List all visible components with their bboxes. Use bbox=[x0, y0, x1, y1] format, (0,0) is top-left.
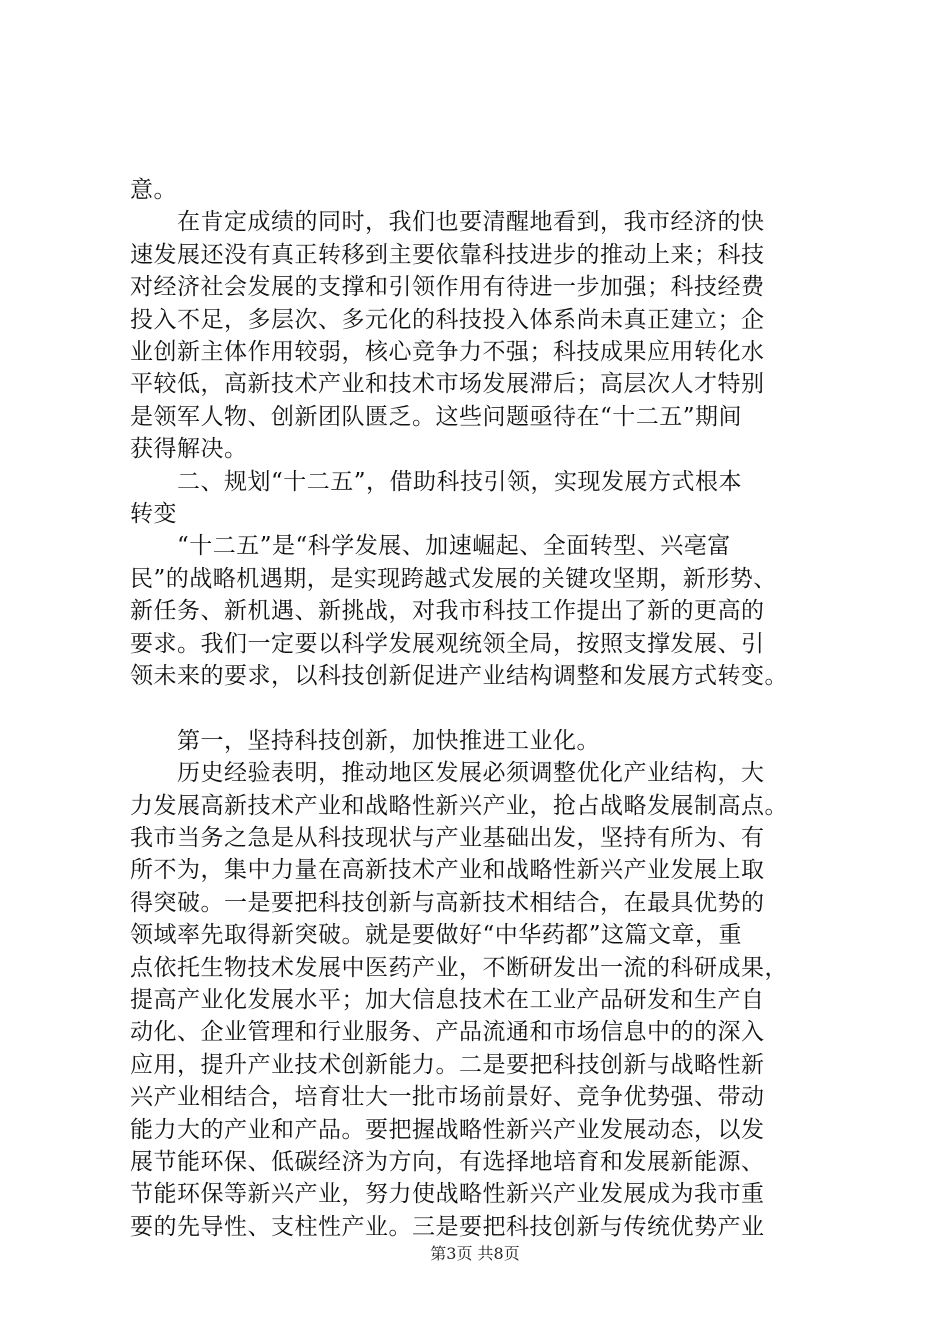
text-line: 兴产业相结合，培育壮大一批市场前景好、竞争优势强、带动 bbox=[130, 1084, 765, 1111]
text-line: 民”的战略机遇期，是实现跨越式发展的关键攻坚期，新形势、 bbox=[130, 565, 777, 592]
text-line: 领域率先取得新突破。就是要做好“中华药都”这篇文章，重 bbox=[130, 922, 743, 949]
text-line: 提高产业化发展水平；加大信息技术在工业产品研发和生产自 bbox=[130, 987, 765, 1013]
text-line: 在肯定成绩的同时，我们也要清醒地看到，我市经济的快 bbox=[130, 209, 765, 236]
text-line: 点依托生物技术发展中医药产业，不断研发出一流的科研成果， bbox=[130, 954, 788, 981]
text-line: 应用，提升产业技术创新能力。二是要把科技创新与战略性新 bbox=[130, 1051, 765, 1078]
text-line: 获得解决。 bbox=[130, 436, 248, 463]
page-footer: 第3页 共8页 bbox=[430, 1244, 520, 1263]
text-line: 速发展还没有真正转移到主要依靠科技进步的推动上来；科技 bbox=[130, 241, 765, 268]
text-line: 第一，坚持科技创新，加快推进工业化。 bbox=[130, 727, 600, 754]
text-line bbox=[130, 693, 830, 723]
text-line: 要的先导性、支柱性产业。三是要把科技创新与传统优势产业 bbox=[130, 1213, 765, 1240]
text-line: 展节能环保、低碳经济为方向，有选择地培育和发展新能源、 bbox=[130, 1149, 765, 1175]
text-line: 业创新主体作用较弱，核心竞争力不强；科技成果应用转化水 bbox=[130, 339, 765, 365]
text-line: 能力大的产业和产品。要把握战略性新兴产业发展动态，以发 bbox=[130, 1116, 765, 1143]
text-line: 节能环保等新兴产业，努力使战略性新兴产业发展成为我市重 bbox=[130, 1181, 765, 1208]
text-line: 领未来的要求，以科技创新促进产业结构调整和发展方式转变。 bbox=[130, 663, 788, 689]
text-line: 平较低，高新技术产业和技术市场发展滞后；高层次人才特别 bbox=[130, 371, 765, 398]
text-line: 历史经验表明，推动地区发展必须调整优化产业结构，大 bbox=[130, 760, 765, 787]
text-line: 所不为，集中力量在高新技术产业和战略性新兴产业发展上取 bbox=[130, 857, 765, 884]
text-line: 转变 bbox=[130, 501, 177, 527]
text-line: 我市当务之急是从科技现状与产业基础出发，坚持有所为、有 bbox=[130, 825, 765, 851]
text-line: “十二五”是“科学发展、加速崛起、全面转型、兴亳富 bbox=[130, 533, 731, 560]
text-line: 投入不足，多层次、多元化的科技投入体系尚未真正建立；企 bbox=[130, 306, 765, 333]
text-line: 对经济社会发展的支撑和引领作用有待进一步加强；科技经费 bbox=[130, 274, 765, 301]
text-line: 力发展高新技术产业和战略性新兴产业，抢占战略发展制高点。 bbox=[130, 792, 788, 819]
text-line: 新任务、新机遇、新挑战，对我市科技工作提出了新的更高的 bbox=[130, 598, 765, 625]
text-line: 二、规划“十二五”，借助科技引领，实现发展方式根本 bbox=[130, 468, 743, 495]
text-line: 是领军人物、创新团队匮乏。这些问题亟待在“十二五”期间 bbox=[130, 403, 743, 430]
text-line: 意。 bbox=[130, 177, 177, 203]
text-line: 动化、企业管理和行业服务、产品流通和市场信息中的的深入 bbox=[130, 1019, 765, 1046]
text-line: 得突破。一是要把科技创新与高新技术相结合，在最具优势的 bbox=[130, 889, 765, 916]
text-line: 要求。我们一定要以科学发展观统领全局，按照支撑发展、引 bbox=[130, 630, 765, 657]
